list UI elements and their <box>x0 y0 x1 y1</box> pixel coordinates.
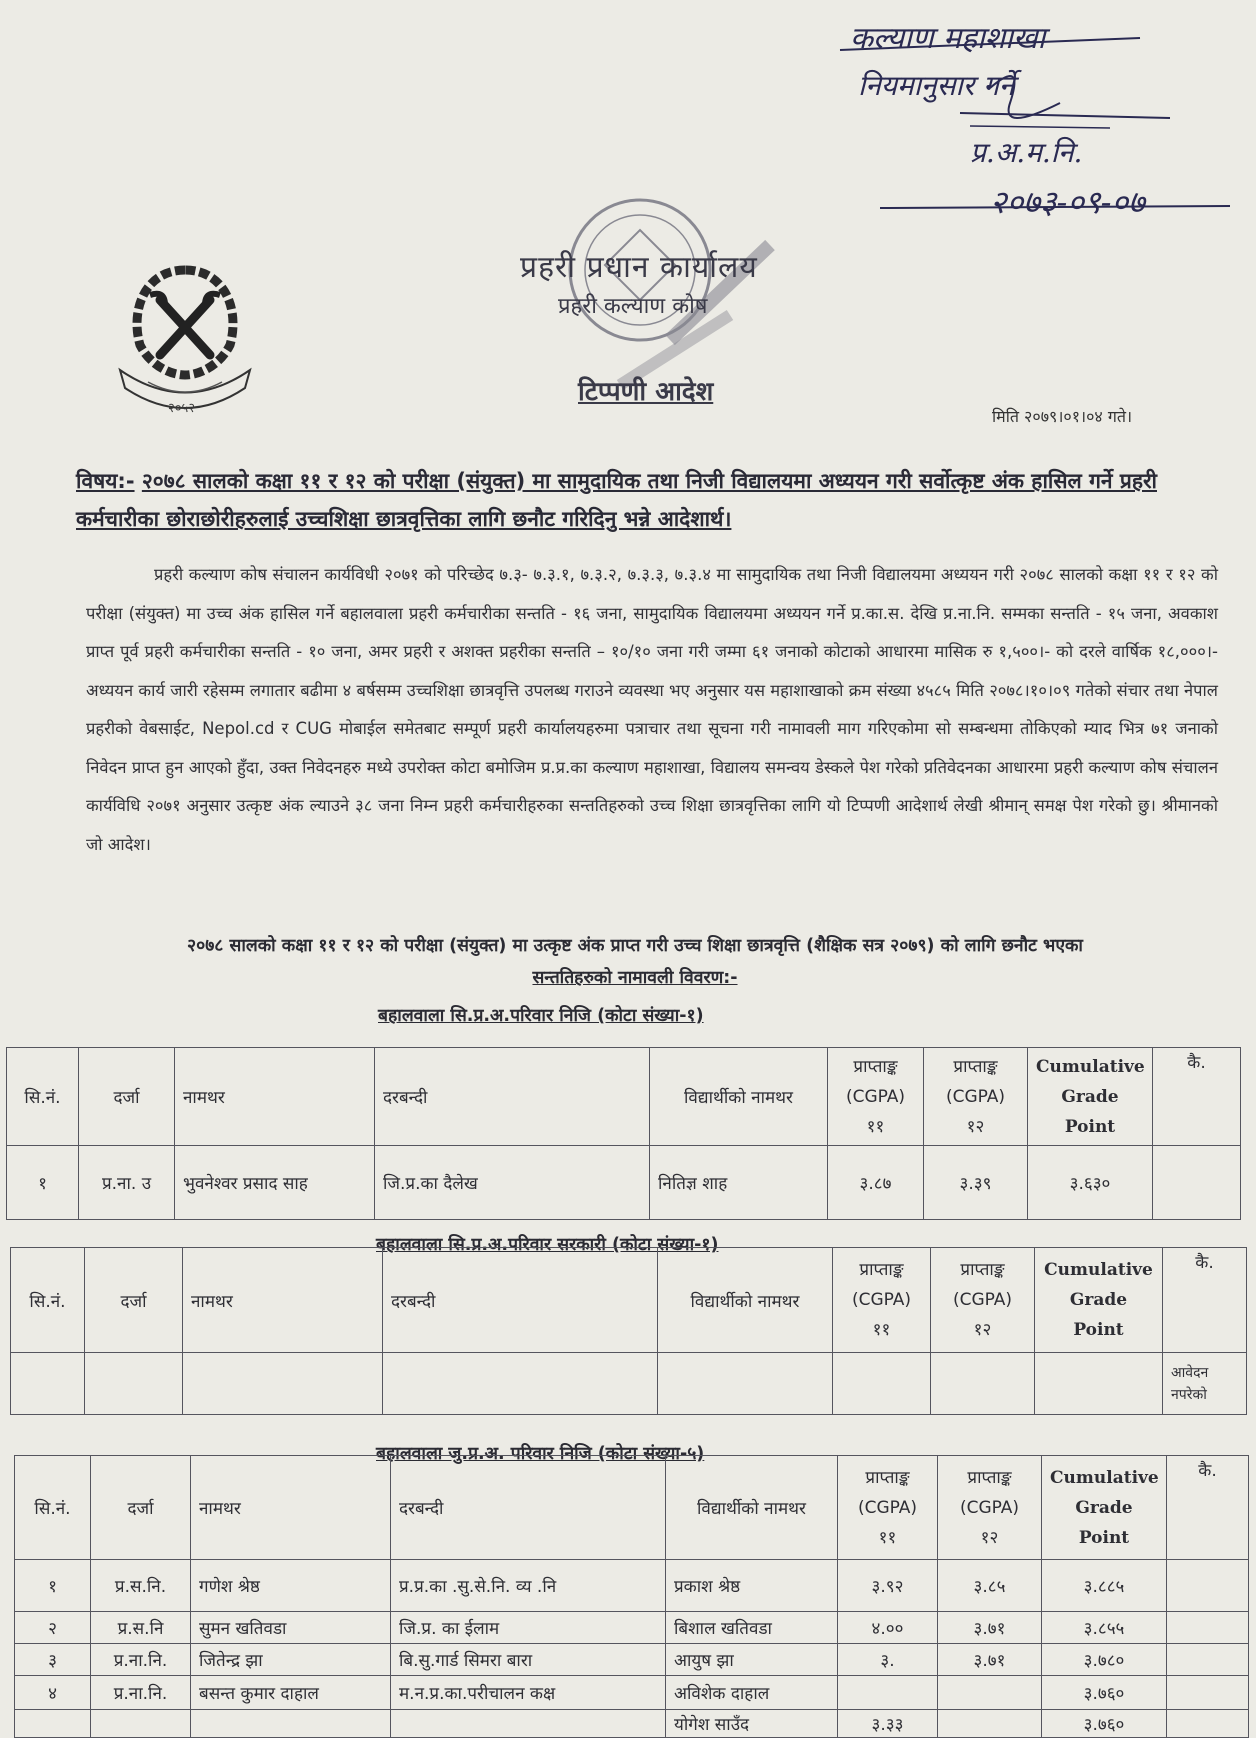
col-cgp-c: Point <box>1078 1527 1130 1548</box>
note-line-2: नियमानुसार गर्ने <box>858 69 1015 102</box>
cell-sn: १ <box>7 1146 79 1220</box>
col-gpa12-a: प्राप्ताङ्क <box>967 1467 1012 1488</box>
col-sn: सि.नं. <box>7 1048 79 1146</box>
document-date: मिति २०७९।०१।०४ गते। <box>992 407 1133 426</box>
col-student: विद्यार्थीको नामथर <box>658 1248 833 1353</box>
handwritten-note <box>810 8 1240 233</box>
subject-text: २०७८ सालको कक्षा ११ र १२ को परीक्षा (संयुक्त) मा सामुदायिक तथा निजी विद्यालयमा अध्ययन गरी सर्वोत्कृष्ट अंक हासिल गर्ने प्रहरी कर्मचारीका छोराछोरीहरुलाई उच्चशिक्षा छात्रवृत्तिका लागि छनौट गरिदिनु भन्ने आदेशार्थ। <box>76 469 1157 531</box>
col-student: विद्यार्थीको नामथर <box>650 1048 828 1146</box>
col-posting: दरबन्दी <box>383 1248 658 1353</box>
col-posting: दरबन्दी <box>391 1456 666 1560</box>
cell-posting: जि.प्र. का ईलाम <box>391 1612 666 1644</box>
col-gpa12-a: प्राप्ताङ्क <box>953 1056 998 1077</box>
list-heading <box>50 930 1220 994</box>
note-line-1: कल्याण महाशाखा <box>850 21 1046 56</box>
cell-gpa11: ३.८७ <box>828 1146 924 1220</box>
col-gpa12-c: १२ <box>973 1320 992 1340</box>
col-gpa11-a: प्राप्ताङ्क <box>853 1056 898 1077</box>
cell-gpa12 <box>938 1676 1042 1710</box>
body-paragraph: प्रहरी कल्याण कोष संचालन कार्यविधी २०७१ को परिच्छेद ७.३- ७.३.१, ७.३.२, ७.३.३, ७.३.४ मा सामुदायिक तथा निजी विद्यालयमा अध्ययन गरी २०७८ सालको कक्षा ११ र १२ को परीक्षा (संयुक्त) मा उच्च अंक हासिल गर्ने बहालवाला प्रहरी कर्मचारीका सन्तति - १६ जना, सामुदायिक विद्यालयमा अध्ययन गर्ने प्र.का.स. देखि प्र.ना.नि. सम्मका सन्तति - १५ जना, अवकाश प्राप्त पूर्व प्रहरी कर्मचारीका सन्तति - १० जना, अमर प्रहरी र अशक्त प्रहरीका सन्तति – १०/१० जना गरी जम्मा ६१ जनाको कोटाको आधारमा मासिक रु १,५००।- को दरले वार्षिक १८,०००।- अध्ययन कार्य जारी रहेसम्म लगातार बढीमा ४ बर्षसम्म उच्चशिक्षा छात्रवृत्ति उपलब्ध गराउने व्यवस्था भए अनुसार यस महाशाखाको क्रम संख्या ४५८५ मिति २०७८।१०।०९ गतेको संचार तथा नेपाल प्रहरीको वेबसाईट, Nepol.cd र CUG मोबाईल समेतबाट सम्पूर्ण प्रहरी कार्यालयहरुमा पत्राचार तथा सूचना गरी नामावली माग गरिएकोमा सो सम्बन्धमा तोकिएको म्याद भित्र ७१ जनाको निवेदन प्राप्त हुन आएको हुँदा, उक्त निवेदनहरु मध्ये उपरोक्त कोटा बमोजिम प्र.प्र.का कल्याण महाशाखा, विद्यालय समन्वय डेस्कले पेश गरेको प्रतिवेदनका आधारमा प्रहरी कल्याण कोष संचालन कार्यविधि २०७१ अनुसार उत्कृष्ट अंक ल्याउने ३८ जना निम्न प्रहरी कर्मचारीहरुका सन्ततिहरुको उच्च शिक्षा छात्रवृत्तिका लागि यो टिप्पणी आदेशार्थ लेखी श्रीमान् समक्ष पेश गरेको छु। श्रीमानको जो आदेश। <box>86 565 1218 854</box>
table-section-2 <box>10 1247 1247 1415</box>
col-gpa11-b: (CGPA) <box>857 1497 918 1518</box>
table-header-row <box>15 1456 1249 1560</box>
cell-rank <box>91 1710 191 1738</box>
col-gpa11-a: प्राप्ताङ्क <box>859 1260 904 1280</box>
cell-cgp: ३.८८५ <box>1042 1560 1167 1612</box>
cell-gpa12 <box>931 1353 1035 1415</box>
cell-rank: प्र.ना.नि. <box>91 1644 191 1676</box>
cell-cgp: ३.७६० <box>1042 1710 1167 1738</box>
cell-sn: ३ <box>15 1644 91 1676</box>
col-cgp <box>1042 1456 1167 1560</box>
col-gpa11-c: ११ <box>878 1527 897 1548</box>
cell-gpa12: ३.७१ <box>938 1644 1042 1676</box>
col-gpa11 <box>838 1456 938 1560</box>
note-line-4: २०७३-०९-०७ <box>990 183 1145 221</box>
col-cgp-b: Grade <box>1069 1290 1128 1310</box>
cell-gpa12: ३.७१ <box>938 1612 1042 1644</box>
col-rank: दर्जा <box>79 1048 175 1146</box>
cell-student: अविशेक दाहाल <box>666 1676 838 1710</box>
cell-cgp: ३.७६० <box>1042 1676 1167 1710</box>
cell-posting <box>391 1710 666 1738</box>
cell-cgp: ३.८५५ <box>1042 1612 1167 1644</box>
cell-student: बिशाल खतिवडा <box>666 1612 838 1644</box>
table-header-row <box>11 1248 1247 1353</box>
table-section-1 <box>6 1047 1241 1220</box>
cell-cgp: ३.६३० <box>1028 1146 1153 1220</box>
col-name: नामथर <box>175 1048 375 1146</box>
cell-remarks <box>1167 1710 1249 1738</box>
col-gpa12 <box>924 1048 1028 1146</box>
cell-remarks <box>1153 1146 1241 1220</box>
col-gpa12 <box>938 1456 1042 1560</box>
table-row <box>15 1710 1249 1738</box>
col-remarks: कै. <box>1163 1248 1247 1353</box>
col-student: विद्यार्थीको नामथर <box>666 1456 838 1560</box>
col-posting: दरबन्दी <box>375 1048 650 1146</box>
emblem-year: २०५२ <box>168 401 196 416</box>
table-header-row <box>7 1048 1241 1146</box>
order-title: टिप्पणी आदेश <box>578 377 714 407</box>
table-row <box>15 1560 1249 1612</box>
table-row <box>15 1612 1249 1644</box>
col-remarks: कै. <box>1153 1048 1241 1146</box>
cell-gpa11: ३.३३ <box>838 1710 938 1738</box>
col-cgp-c: Point <box>1073 1320 1124 1340</box>
cell-name: जितेन्द्र झा <box>191 1644 391 1676</box>
subject-prefix: विषय:- <box>76 469 135 493</box>
cell-gpa12: ३.३९ <box>924 1146 1028 1220</box>
cell-gpa12 <box>938 1710 1042 1738</box>
cell-remarks: आवेदन नपरेको <box>1163 1353 1247 1415</box>
cell-name: बसन्त कुमार दाहाल <box>191 1676 391 1710</box>
col-sn: सि.नं. <box>15 1456 91 1560</box>
cell-gpa11: ३.९२ <box>838 1560 938 1612</box>
col-cgp-b: Grade <box>1061 1086 1119 1107</box>
police-emblem-icon <box>110 250 260 420</box>
col-gpa11 <box>833 1248 931 1353</box>
cell-student: नितिज्ञ शाह <box>650 1146 828 1220</box>
col-name: नामथर <box>183 1248 383 1353</box>
cell-name: भुवनेश्वर प्रसाद साह <box>175 1146 375 1220</box>
table-row <box>7 1146 1241 1220</box>
cell-gpa11: ४.०० <box>838 1612 938 1644</box>
table-row <box>11 1353 1247 1415</box>
col-gpa12-a: प्राप्ताङ्क <box>960 1260 1005 1280</box>
col-gpa12-b: (CGPA) <box>959 1497 1020 1518</box>
cell-student: आयुष झा <box>666 1644 838 1676</box>
cell-student: योगेश साउँद <box>666 1710 838 1738</box>
cell-sn <box>11 1353 85 1415</box>
cell-sn: ४ <box>15 1676 91 1710</box>
list-heading-line-1: २०७८ सालको कक्षा ११ र १२ को परीक्षा (संयुक्त) मा उत्कृष्ट अंक प्राप्त गरी उच्च शिक्षा छात्रवृत्ति (शैक्षिक सत्र २०७९) को लागि छनौट भएका <box>187 936 1083 956</box>
section-title-2: बहालवाला सि.प्र.अ.परिवार सरकारी (कोटा संख्या-१) <box>376 1235 719 1255</box>
col-gpa11-c: ११ <box>866 1116 885 1137</box>
cell-remarks <box>1167 1612 1249 1644</box>
cell-name: सुमन खतिवडा <box>191 1612 391 1644</box>
col-gpa11-b: (CGPA) <box>851 1290 912 1310</box>
cell-gpa11 <box>833 1353 931 1415</box>
cell-sn <box>15 1710 91 1738</box>
cell-rank: प्र.ना.नि. <box>91 1676 191 1710</box>
cell-rank <box>85 1353 183 1415</box>
cell-student: प्रकाश श्रेष्ठ <box>666 1560 838 1612</box>
cell-gpa12: ३.८५ <box>938 1560 1042 1612</box>
col-cgp-c: Point <box>1064 1116 1116 1137</box>
fund-name: प्रहरी कल्याण कोष <box>558 294 708 319</box>
section-title-1: बहालवाला सि.प्र.अ.परिवार निजि (कोटा संख्या-१) <box>378 1006 704 1026</box>
col-gpa11-a: प्राप्ताङ्क <box>865 1467 910 1488</box>
col-remarks: कै. <box>1167 1456 1249 1560</box>
cell-rank: प्र.स.नि <box>91 1612 191 1644</box>
cell-sn: २ <box>15 1612 91 1644</box>
col-cgp-a: Cumulative <box>1050 1467 1159 1488</box>
col-name: नामथर <box>191 1456 391 1560</box>
office-title: प्रहरी प्रधान कार्यालय <box>520 250 758 285</box>
cell-gpa11 <box>838 1676 938 1710</box>
col-gpa12-c: १२ <box>980 1527 999 1548</box>
cell-sn: १ <box>15 1560 91 1612</box>
cell-posting: जि.प्र.का दैलेख <box>375 1146 650 1220</box>
cell-remarks <box>1167 1644 1249 1676</box>
cell-name: गणेश श्रेष्ठ <box>191 1560 391 1612</box>
cell-cgp <box>1035 1353 1163 1415</box>
cell-posting <box>383 1353 658 1415</box>
cell-remarks <box>1167 1676 1249 1710</box>
col-gpa12 <box>931 1248 1035 1353</box>
col-cgp-b: Grade <box>1075 1497 1133 1518</box>
table-section-3 <box>14 1455 1249 1738</box>
col-rank: दर्जा <box>91 1456 191 1560</box>
col-sn: सि.नं. <box>11 1248 85 1353</box>
col-cgp-a: Cumulative <box>1036 1056 1145 1077</box>
col-cgp <box>1028 1048 1153 1146</box>
col-gpa11-b: (CGPA) <box>845 1086 906 1107</box>
cell-posting: बि.सु.गार्ड सिमरा बारा <box>391 1644 666 1676</box>
cell-name <box>183 1353 383 1415</box>
cell-name <box>191 1710 391 1738</box>
col-gpa12-b: (CGPA) <box>945 1086 1006 1107</box>
cell-posting: म.न.प्र.का.परीचालन कक्ष <box>391 1676 666 1710</box>
cell-student <box>658 1353 833 1415</box>
col-gpa11 <box>828 1048 924 1146</box>
col-gpa12-c: १२ <box>966 1116 985 1137</box>
col-cgp-a: Cumulative <box>1044 1260 1153 1280</box>
table-row <box>15 1676 1249 1710</box>
col-gpa11-c: ११ <box>872 1320 891 1340</box>
cell-gpa11: ३. <box>838 1644 938 1676</box>
cell-rank: प्र.स.नि. <box>91 1560 191 1612</box>
list-heading-line-2: सन्ततिहरुको नामावली विवरण:- <box>532 968 738 988</box>
cell-remarks <box>1167 1560 1249 1612</box>
col-rank: दर्जा <box>85 1248 183 1353</box>
note-line-3: प्र.अ.म.नि. <box>970 136 1083 169</box>
table-row <box>15 1644 1249 1676</box>
subject-line <box>76 462 1216 538</box>
col-cgp <box>1035 1248 1163 1353</box>
cell-rank: प्र.ना. उ <box>79 1146 175 1220</box>
section-title-3: बहालवाला जु.प्र.अ. परिवार निजि (कोटा संख्या-५) <box>376 1444 705 1464</box>
cell-cgp: ३.७८० <box>1042 1644 1167 1676</box>
cell-posting: प्र.प्र.का .सु.से.नि. व्य .नि <box>391 1560 666 1612</box>
col-gpa12-b: (CGPA) <box>952 1290 1013 1310</box>
